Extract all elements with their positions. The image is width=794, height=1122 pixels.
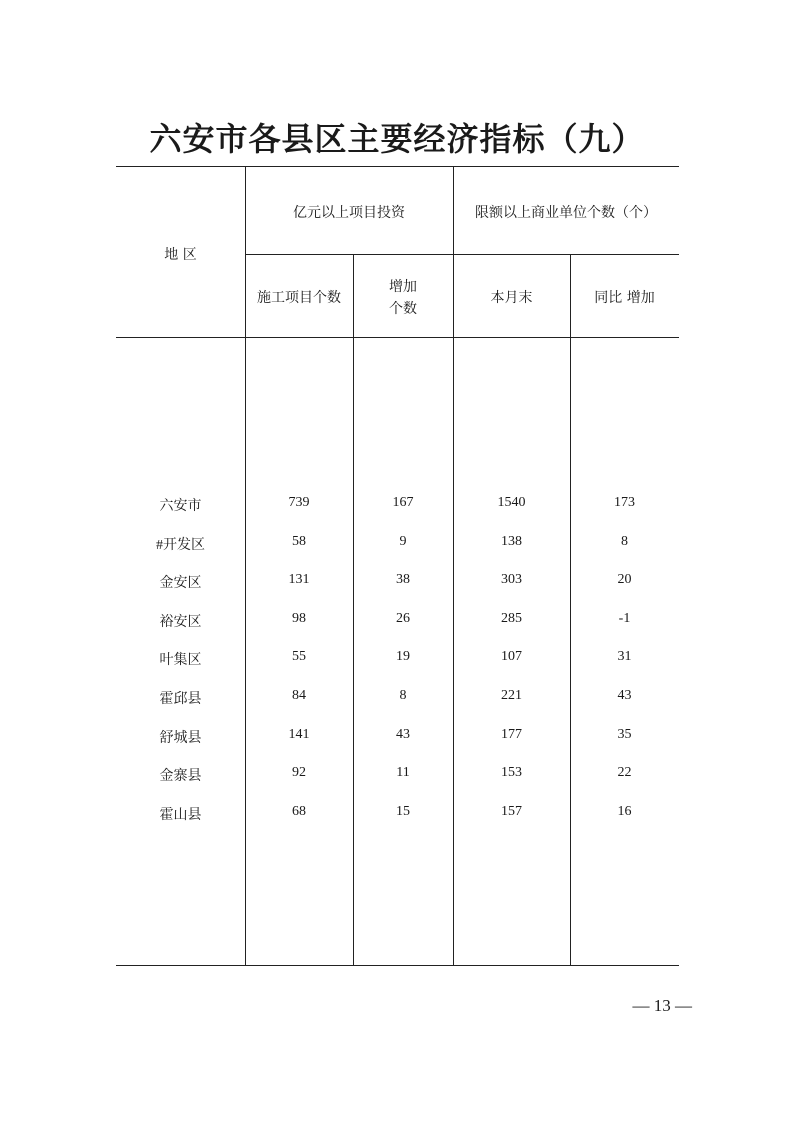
cell-month-end: 1540 <box>497 495 526 510</box>
region-column-rule <box>245 166 246 966</box>
cell-region: 霍邱县 <box>159 692 202 707</box>
page-number: — 13 — <box>632 996 692 1015</box>
cell-added-count: 11 <box>396 765 410 781</box>
cell-region: 舒城县 <box>159 730 202 746</box>
cell-region: 金寨县 <box>159 769 202 785</box>
indicator-table <box>116 166 679 966</box>
cell-yoy-increase: 173 <box>614 495 635 510</box>
cell-region: 金安区 <box>159 576 202 592</box>
cell-yoy-increase: 20 <box>617 572 632 588</box>
cell-construction-projects: 131 <box>288 572 310 588</box>
cell-construction-projects: 84 <box>292 688 306 703</box>
cell-yoy-increase: 8 <box>621 533 628 549</box>
cell-month-end: 157 <box>501 803 522 819</box>
header-added-count-line2: 个数 <box>389 301 417 317</box>
cell-added-count: 19 <box>396 649 410 665</box>
cell-month-end: 107 <box>501 649 522 665</box>
cell-month-end: 221 <box>501 688 522 703</box>
cell-added-count: 26 <box>396 610 410 626</box>
cell-added-count: 167 <box>392 495 414 510</box>
cell-month-end: 177 <box>501 726 522 742</box>
header-group-investment: 亿元以上项目投资 <box>293 205 405 221</box>
cell-month-end: 138 <box>501 533 522 549</box>
page-title: 六安市各县区主要经济指标（九） <box>149 120 645 158</box>
cell-region: 霍山县 <box>159 807 202 823</box>
header-month-end: 本月末 <box>490 290 533 306</box>
table-bottom-rule <box>116 965 679 966</box>
header-bottom-rule <box>116 337 679 338</box>
cell-region: 叶集区 <box>159 653 202 669</box>
cell-month-end: 285 <box>501 610 522 626</box>
cell-added-count: 38 <box>396 572 410 588</box>
cell-construction-projects: 98 <box>292 610 306 626</box>
cell-added-count: 43 <box>396 726 410 742</box>
cell-yoy-increase: 22 <box>617 765 632 781</box>
cell-yoy-increase: -1 <box>618 610 631 626</box>
header-region: 地 区 <box>164 247 197 263</box>
cell-added-count: 9 <box>399 533 407 549</box>
cell-construction-projects: 92 <box>292 765 306 781</box>
cell-construction-projects: 58 <box>292 533 306 549</box>
header-group-rule <box>245 254 679 255</box>
cell-region: #开发区 <box>156 537 205 553</box>
group-divider-rule <box>453 166 454 966</box>
cell-month-end: 153 <box>501 765 522 781</box>
cell-month-end: 303 <box>501 572 522 588</box>
cell-yoy-increase: 16 <box>617 803 632 819</box>
cell-yoy-increase: 35 <box>617 726 632 742</box>
cell-region: 裕安区 <box>159 614 202 630</box>
cell-added-count: 15 <box>396 803 410 819</box>
cell-construction-projects: 68 <box>292 803 306 819</box>
cell-construction-projects: 739 <box>288 495 310 510</box>
header-yoy-increase: 同比 增加 <box>594 290 655 306</box>
cell-added-count: 8 <box>399 688 407 703</box>
cell-construction-projects: 141 <box>288 726 310 742</box>
table-top-rule <box>116 166 679 167</box>
cell-yoy-increase: 43 <box>617 688 632 703</box>
header-added-count <box>353 276 453 320</box>
cell-region: 六安市 <box>159 499 202 514</box>
cell-yoy-increase: 31 <box>617 649 632 665</box>
header-group-commerce: 限额以上商业单位个数（个） <box>475 205 657 221</box>
header-construction-projects: 施工项目个数 <box>257 290 341 306</box>
header-added-count-line1: 增加 <box>389 279 417 295</box>
cell-construction-projects: 55 <box>292 649 306 665</box>
